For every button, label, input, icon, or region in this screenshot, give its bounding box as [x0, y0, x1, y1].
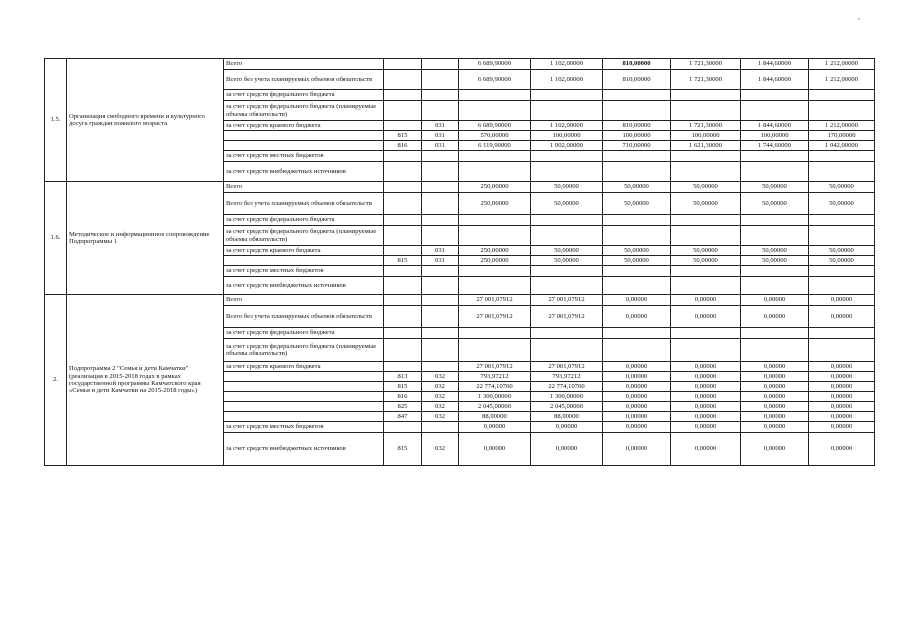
amount-cell: 6 689,90000	[459, 121, 531, 131]
amount-cell	[531, 215, 603, 226]
amount-cell: 0,00000	[809, 295, 875, 306]
amount-cell: 0,00000	[531, 433, 603, 466]
grbs-code: 813	[384, 372, 422, 382]
amount-cell	[741, 151, 809, 162]
amount-cell: 50,00000	[671, 256, 741, 266]
amount-cell	[531, 90, 603, 101]
kvr-code	[422, 151, 459, 162]
amount-cell	[671, 162, 741, 182]
kvr-code	[422, 422, 459, 433]
amount-cell	[531, 339, 603, 362]
amount-cell: 100,00000	[671, 131, 741, 141]
amount-cell: 0,00000	[603, 295, 671, 306]
item-index: 1.5.	[45, 59, 67, 182]
amount-cell: 0,00000	[671, 433, 741, 466]
grbs-code: 815	[384, 433, 422, 466]
amount-cell: 0,00000	[741, 392, 809, 402]
amount-cell: 0,00000	[741, 433, 809, 466]
kvr-code	[422, 101, 459, 121]
grbs-code	[384, 246, 422, 256]
amount-cell	[809, 266, 875, 277]
kvr-code: 031	[422, 141, 459, 151]
item-name: Организация свободного времени и культурного досуга граждан пожилого возраста	[67, 59, 224, 182]
funding-source	[224, 131, 384, 141]
kvr-code	[422, 215, 459, 226]
amount-cell: 100,00000	[603, 131, 671, 141]
amount-cell: 0,00000	[809, 392, 875, 402]
amount-cell: 27 001,07912	[459, 306, 531, 328]
grbs-code	[384, 277, 422, 295]
amount-cell	[531, 266, 603, 277]
amount-cell	[671, 339, 741, 362]
amount-cell	[741, 90, 809, 101]
amount-cell: 27 001,07912	[531, 295, 603, 306]
amount-cell: 0,00000	[531, 422, 603, 433]
item-name: Методическое и информационное сопровождение Подпрограммы 1	[67, 182, 224, 295]
kvr-code: 032	[422, 402, 459, 412]
amount-cell: 50,00000	[603, 246, 671, 256]
grbs-code	[384, 162, 422, 182]
kvr-code: 032	[422, 412, 459, 422]
amount-cell: 27 001,07912	[459, 362, 531, 372]
amount-cell: 1 002,00000	[531, 141, 603, 151]
kvr-code	[422, 339, 459, 362]
item-name: Подпрограмма 2 "Семья и дети Камчатки" (реализация в 2015-2018 годах в рамках государственной программы Камчатского края «Семья и дети Камчатки на 2015-2018 годы»)	[67, 295, 224, 466]
amount-cell: 1 721,30000	[671, 59, 741, 70]
amount-cell: 0,00000	[741, 402, 809, 412]
amount-cell: 1 102,00000	[531, 70, 603, 90]
kvr-code	[422, 90, 459, 101]
funding-source	[224, 392, 384, 402]
kvr-code	[422, 266, 459, 277]
amount-cell: 50,00000	[531, 256, 603, 266]
amount-cell: 2 045,00000	[531, 402, 603, 412]
funding-source: Всего	[224, 295, 384, 306]
amount-cell	[531, 277, 603, 295]
amount-cell	[671, 277, 741, 295]
amount-cell	[809, 151, 875, 162]
amount-cell	[809, 90, 875, 101]
amount-cell: 0,00000	[809, 306, 875, 328]
grbs-code	[384, 182, 422, 193]
amount-cell: 1 042,00000	[809, 141, 875, 151]
funding-source	[224, 382, 384, 392]
kvr-code	[422, 277, 459, 295]
funding-source: за счет средств внебюджетных источников	[224, 433, 384, 466]
amount-cell	[603, 90, 671, 101]
amount-cell: 0,00000	[741, 306, 809, 328]
kvr-code	[422, 59, 459, 70]
amount-cell: 2 045,00000	[459, 402, 531, 412]
amount-cell	[809, 328, 875, 339]
amount-cell: 1 721,30000	[671, 121, 741, 131]
amount-cell: 0,00000	[809, 433, 875, 466]
amount-cell: 0,00000	[603, 362, 671, 372]
amount-cell: 22 774,10700	[459, 382, 531, 392]
amount-cell: 1 844,60000	[741, 70, 809, 90]
amount-cell: 793,97212	[459, 372, 531, 382]
amount-cell: 100,00000	[531, 131, 603, 141]
amount-cell: 0,00000	[741, 382, 809, 392]
amount-cell: 50,00000	[741, 256, 809, 266]
budget-table	[44, 58, 875, 466]
table-row	[45, 295, 875, 306]
grbs-code	[384, 70, 422, 90]
amount-cell	[741, 226, 809, 246]
kvr-code: 031	[422, 246, 459, 256]
funding-source: за счет средств краевого бюджета	[224, 121, 384, 131]
grbs-code	[384, 90, 422, 101]
amount-cell: 0,00000	[603, 433, 671, 466]
amount-cell	[741, 162, 809, 182]
amount-cell: 0,00000	[671, 422, 741, 433]
grbs-code: 816	[384, 392, 422, 402]
grbs-code	[384, 266, 422, 277]
funding-source: за счет средств местных бюджетов	[224, 266, 384, 277]
kvr-code: 032	[422, 392, 459, 402]
amount-cell: 50,00000	[741, 246, 809, 256]
funding-source: Всего без учета планируемых объемов обязательств	[224, 70, 384, 90]
funding-source	[224, 141, 384, 151]
grbs-code: 815	[384, 256, 422, 266]
item-index: 1.6.	[45, 182, 67, 295]
amount-cell: 0,00000	[603, 422, 671, 433]
amount-cell	[603, 266, 671, 277]
kvr-code	[422, 193, 459, 215]
amount-cell	[603, 339, 671, 362]
grbs-code	[384, 215, 422, 226]
amount-cell	[741, 339, 809, 362]
amount-cell	[603, 328, 671, 339]
amount-cell	[459, 266, 531, 277]
grbs-code	[384, 422, 422, 433]
amount-cell: 250,00000	[459, 182, 531, 193]
funding-source: за счет средств краевого бюджета	[224, 246, 384, 256]
amount-cell	[531, 226, 603, 246]
amount-cell: 0,00000	[671, 412, 741, 422]
kvr-code: 032	[422, 382, 459, 392]
kvr-code	[422, 328, 459, 339]
amount-cell: 793,97212	[531, 372, 603, 382]
amount-cell: 50,00000	[741, 182, 809, 193]
amount-cell	[603, 226, 671, 246]
kvr-code: 031	[422, 131, 459, 141]
grbs-code	[384, 339, 422, 362]
amount-cell: 0,00000	[603, 412, 671, 422]
amount-cell: 1 102,00000	[531, 121, 603, 131]
amount-cell: 0,00000	[671, 306, 741, 328]
grbs-code: 815	[384, 131, 422, 141]
amount-cell: 570,00000	[459, 131, 531, 141]
amount-cell: 1 212,00000	[809, 121, 875, 131]
funding-source	[224, 256, 384, 266]
amount-cell: 50,00000	[809, 182, 875, 193]
grbs-code: 825	[384, 402, 422, 412]
amount-cell	[531, 162, 603, 182]
amount-cell: 1 300,00000	[459, 392, 531, 402]
amount-cell: 0,00000	[671, 295, 741, 306]
grbs-code	[384, 306, 422, 328]
amount-cell: 27 001,07912	[531, 306, 603, 328]
grbs-code	[384, 226, 422, 246]
amount-cell: 0,00000	[741, 422, 809, 433]
amount-cell	[809, 215, 875, 226]
amount-cell: 50,00000	[809, 256, 875, 266]
funding-source	[224, 402, 384, 412]
grbs-code: 847	[384, 412, 422, 422]
page-mark: ,	[858, 12, 860, 21]
amount-cell: 50,00000	[809, 193, 875, 215]
amount-cell: 250,00000	[459, 246, 531, 256]
amount-cell: 0,00000	[809, 422, 875, 433]
kvr-code	[422, 362, 459, 372]
amount-cell: 170,00000	[809, 131, 875, 141]
amount-cell: 0,00000	[741, 412, 809, 422]
table-row	[45, 182, 875, 193]
amount-cell: 0,00000	[671, 402, 741, 412]
amount-cell: 1 300,00000	[531, 392, 603, 402]
amount-cell: 0,00000	[809, 412, 875, 422]
item-index: 2.	[45, 295, 67, 466]
amount-cell: 50,00000	[671, 193, 741, 215]
amount-cell: 250,00000	[459, 256, 531, 266]
table-row	[45, 59, 875, 70]
amount-cell: 1 212,00000	[809, 70, 875, 90]
amount-cell: 27 001,07912	[459, 295, 531, 306]
funding-source: за счет средств краевого бюджета	[224, 362, 384, 372]
amount-cell	[459, 101, 531, 121]
amount-cell	[459, 226, 531, 246]
amount-cell	[671, 90, 741, 101]
kvr-code	[422, 162, 459, 182]
amount-cell	[459, 328, 531, 339]
amount-cell	[603, 162, 671, 182]
amount-cell: 6 689,90000	[459, 59, 531, 70]
amount-cell: 50,00000	[531, 182, 603, 193]
funding-source: за счет средств федерального бюджета (планируемые объемы обязательств)	[224, 101, 384, 121]
amount-cell	[603, 215, 671, 226]
amount-cell: 1 102,00000	[531, 59, 603, 70]
amount-cell	[603, 277, 671, 295]
kvr-code: 031	[422, 256, 459, 266]
amount-cell	[671, 266, 741, 277]
funding-source: Всего без учета планируемых объемов обязательств	[224, 193, 384, 215]
amount-cell: 50,00000	[671, 182, 741, 193]
kvr-code: 032	[422, 372, 459, 382]
amount-cell: 50,00000	[603, 256, 671, 266]
funding-source	[224, 412, 384, 422]
amount-cell	[809, 277, 875, 295]
grbs-code: 815	[384, 382, 422, 392]
amount-cell: 250,00000	[459, 193, 531, 215]
amount-cell: 50,00000	[741, 193, 809, 215]
amount-cell: 50,00000	[603, 182, 671, 193]
amount-cell: 1 621,30000	[671, 141, 741, 151]
funding-source: за счет средств местных бюджетов	[224, 422, 384, 433]
amount-cell	[741, 215, 809, 226]
amount-cell: 0,00000	[671, 362, 741, 372]
amount-cell	[459, 339, 531, 362]
amount-cell: 1 844,60000	[741, 59, 809, 70]
amount-cell: 50,00000	[809, 246, 875, 256]
amount-cell: 0,00000	[741, 295, 809, 306]
amount-cell: 0,00000	[603, 382, 671, 392]
kvr-code: 031	[422, 121, 459, 131]
amount-cell	[809, 101, 875, 121]
grbs-code: 816	[384, 141, 422, 151]
amount-cell: 50,00000	[671, 246, 741, 256]
grbs-code	[384, 151, 422, 162]
funding-source: за счет средств внебюджетных источников	[224, 277, 384, 295]
amount-cell: 0,00000	[603, 372, 671, 382]
kvr-code	[422, 226, 459, 246]
amount-cell: 0,00000	[671, 372, 741, 382]
amount-cell	[459, 90, 531, 101]
amount-cell	[671, 151, 741, 162]
amount-cell	[809, 162, 875, 182]
amount-cell	[809, 339, 875, 362]
amount-cell: 0,00000	[603, 306, 671, 328]
amount-cell: 1 212,00000	[809, 59, 875, 70]
amount-cell: 0,00000	[741, 362, 809, 372]
amount-cell	[531, 328, 603, 339]
amount-cell	[741, 328, 809, 339]
amount-cell: 50,00000	[531, 193, 603, 215]
amount-cell: 50,00000	[603, 193, 671, 215]
amount-cell	[809, 226, 875, 246]
amount-cell	[459, 277, 531, 295]
amount-cell: 810,00000	[603, 121, 671, 131]
amount-cell: 22 774,10700	[531, 382, 603, 392]
funding-source: за счет средств федерального бюджета (планируемые объемы обязательств)	[224, 339, 384, 362]
funding-source: Всего	[224, 182, 384, 193]
grbs-code	[384, 59, 422, 70]
amount-cell: 0,00000	[809, 382, 875, 392]
grbs-code	[384, 193, 422, 215]
funding-source: Всего без учета планируемых объемов обязательств	[224, 306, 384, 328]
funding-source: за счет средств внебюджетных источников	[224, 162, 384, 182]
funding-source: за счет средств федерального бюджета (планируемые объемы обязательств)	[224, 226, 384, 246]
amount-cell: 0,00000	[603, 392, 671, 402]
funding-source	[224, 372, 384, 382]
amount-cell	[459, 162, 531, 182]
amount-cell: 0,00000	[459, 433, 531, 466]
amount-cell: 0,00000	[671, 392, 741, 402]
kvr-code	[422, 70, 459, 90]
funding-source: Всего	[224, 59, 384, 70]
funding-source: за счет средств федерального бюджета	[224, 215, 384, 226]
amount-cell: 6 689,90000	[459, 70, 531, 90]
amount-cell: 0,00000	[809, 372, 875, 382]
kvr-code	[422, 306, 459, 328]
amount-cell: 0,00000	[809, 362, 875, 372]
amount-cell	[603, 151, 671, 162]
amount-cell: 27 001,07912	[531, 362, 603, 372]
amount-cell	[741, 101, 809, 121]
amount-cell	[459, 215, 531, 226]
amount-cell	[459, 151, 531, 162]
grbs-code	[384, 362, 422, 372]
amount-cell: 6 119,90000	[459, 141, 531, 151]
amount-cell	[671, 226, 741, 246]
amount-cell: 1 844,60000	[741, 121, 809, 131]
amount-cell	[741, 266, 809, 277]
amount-cell: 0,00000	[741, 372, 809, 382]
amount-cell: 0,00000	[459, 422, 531, 433]
amount-cell	[603, 101, 671, 121]
amount-cell: 0,00000	[809, 402, 875, 412]
amount-cell	[741, 277, 809, 295]
amount-cell: 710,00000	[603, 141, 671, 151]
amount-cell: 50,00000	[531, 246, 603, 256]
grbs-code	[384, 121, 422, 131]
amount-cell: 810,00000	[603, 70, 671, 90]
amount-cell: 100,00000	[741, 131, 809, 141]
amount-cell: 810,00000	[603, 59, 671, 70]
amount-cell	[671, 215, 741, 226]
funding-source: за счет средств федерального бюджета	[224, 90, 384, 101]
amount-cell: 1 721,30000	[671, 70, 741, 90]
amount-cell: 0,00000	[671, 382, 741, 392]
amount-cell: 0,00000	[603, 402, 671, 412]
grbs-code	[384, 295, 422, 306]
amount-cell	[531, 151, 603, 162]
amount-cell: 88,00000	[531, 412, 603, 422]
grbs-code	[384, 101, 422, 121]
amount-cell: 88,00000	[459, 412, 531, 422]
kvr-code	[422, 295, 459, 306]
kvr-code	[422, 182, 459, 193]
amount-cell	[671, 101, 741, 121]
funding-source: за счет средств федерального бюджета	[224, 328, 384, 339]
grbs-code	[384, 328, 422, 339]
amount-cell	[671, 328, 741, 339]
funding-source: за счет средств местных бюджетов	[224, 151, 384, 162]
kvr-code: 032	[422, 433, 459, 466]
amount-cell	[531, 101, 603, 121]
amount-cell: 1 744,60000	[741, 141, 809, 151]
